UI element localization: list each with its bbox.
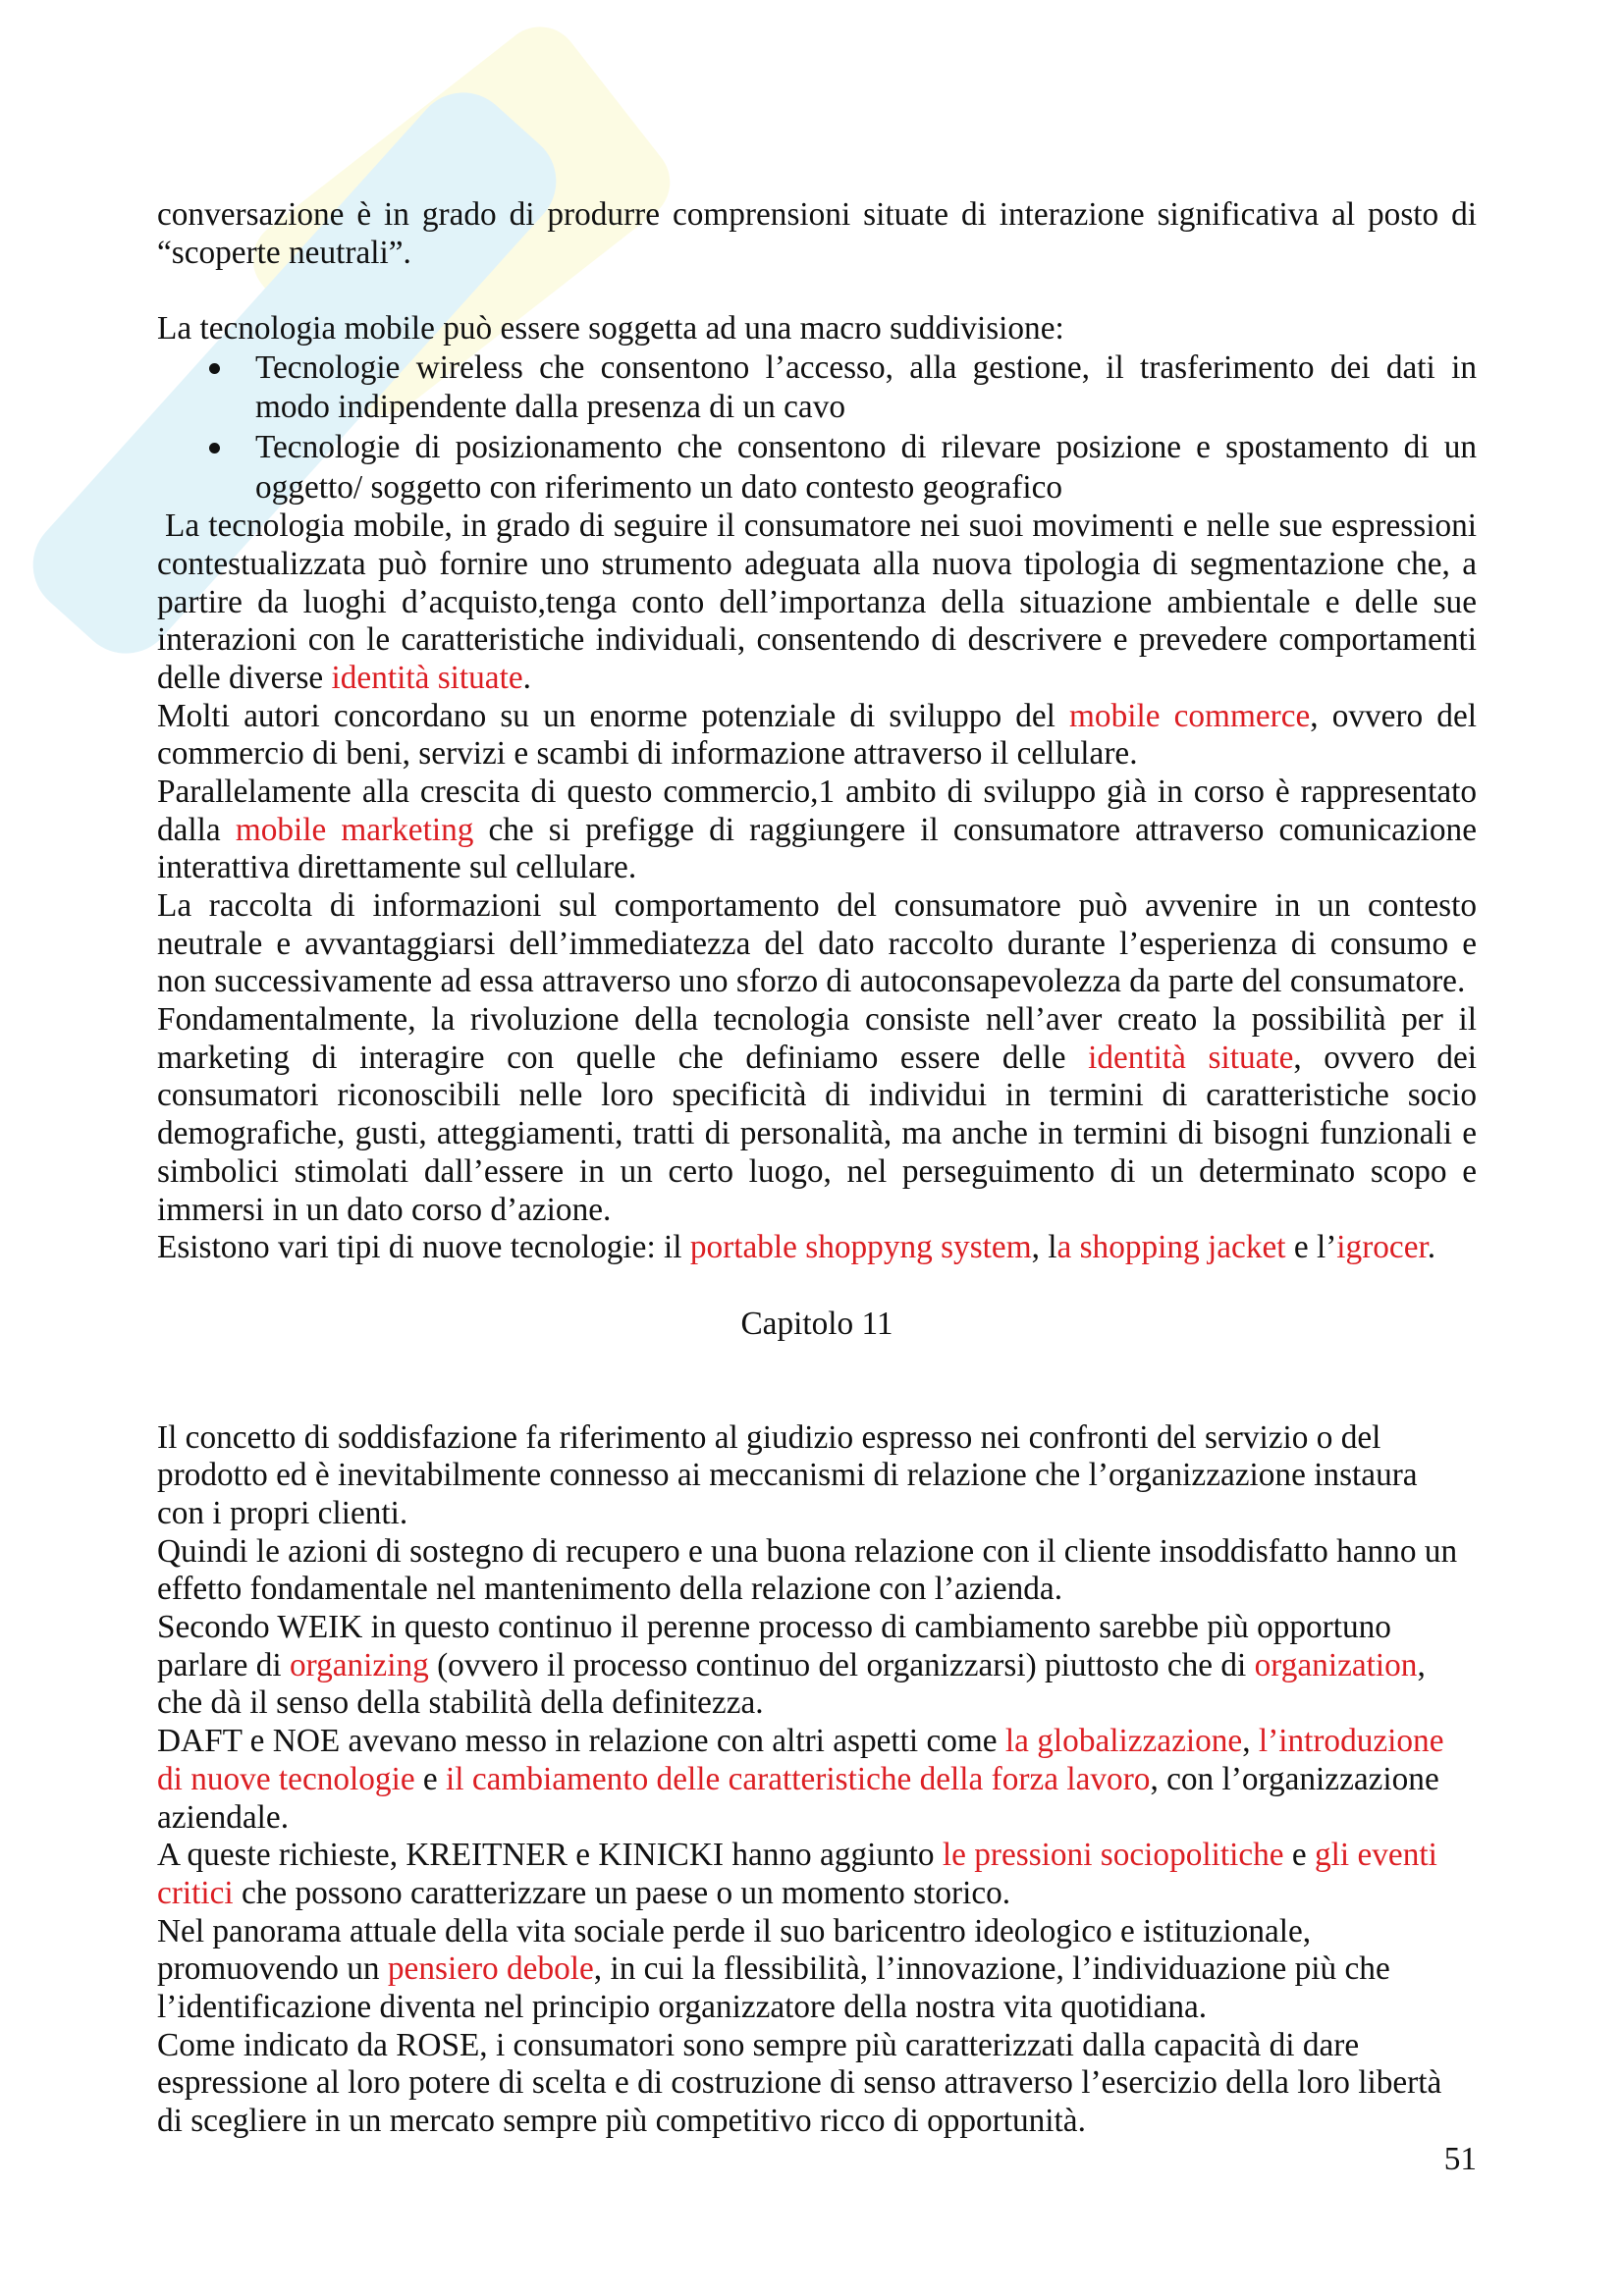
text-line (157, 1837, 1477, 1875)
text-segment: , (1242, 1723, 1259, 1760)
text-line (157, 698, 1477, 736)
text-segment: A queste richieste, KREITNER e KINICKI hanno aggiunto (157, 1837, 943, 1874)
text-line: che dà il senso della stabilità della definitezza. (157, 1684, 764, 1722)
text-line: La tecnologia mobile, in grado di seguire il consumatore nei suoi movimenti e nelle sue espressioni (165, 507, 1477, 545)
text-segment: Esistono vari tipi di nuove tecnologie: il (157, 1229, 690, 1266)
text-line: Quindi le azioni di sostegno di recupero e una buona relazione con il cliente insoddisfatto hanno un (157, 1532, 1458, 1570)
text-line: Come indicato da ROSE, i consumatori sono sempre più caratterizzati dalla capacità di dare (157, 2026, 1360, 2063)
paragraph (157, 698, 1477, 774)
highlighted-term: le pressioni sociopolitiche (942, 1837, 1284, 1874)
text-segment: , l (1031, 1229, 1057, 1266)
highlighted-term: organization (1254, 1646, 1418, 1683)
text-line (157, 1950, 1477, 1989)
highlighted-term: pensiero debole (387, 1950, 594, 1988)
text-line (157, 660, 1477, 698)
text-segment: Molti autori concordano su un enorme potenziale di sviluppo del (157, 697, 1070, 734)
text-segment: . (1427, 1229, 1436, 1266)
highlighted-term: il cambiamento delle caratteristiche della forza lavoro (446, 1760, 1151, 1797)
text-line: l’identificazione diventa nel principio organizzatore della nostra vita quotidiana. (157, 1988, 1208, 2025)
text-segment: delle diverse (157, 659, 332, 696)
text-line: Il concetto di soddisfazione fa riferimento al giudizio espresso nei confronti del servizio o del (157, 1418, 1381, 1456)
bullet-item (157, 348, 1477, 428)
text-segment: , ovvero del (1310, 697, 1477, 734)
text-segment: , (1417, 1646, 1426, 1683)
text-line (157, 348, 1477, 389)
blank-line (157, 1343, 1477, 1381)
text-line: La raccolta di informazioni sul comportamento del consumatore può avvenire in un contesto (157, 887, 1477, 924)
text-line (157, 1647, 1477, 1685)
text-line: immersi in un dato corso d’azione. (157, 1191, 612, 1228)
text-line: La tecnologia mobile può essere soggetta ad una macro suddivisione: (157, 310, 1064, 347)
paragraph (157, 774, 1477, 887)
text-line (157, 1875, 1477, 1913)
text-line: Secondo WEIK in questo continuo il perenne processo di cambiamento sarebbe più opportuno (157, 1609, 1391, 1646)
paragraph (157, 1609, 1477, 1723)
highlighted-term: critici (157, 1874, 234, 1911)
chapter-heading: Capitolo 11 (740, 1305, 893, 1342)
paragraph (157, 1913, 1477, 2027)
blank-line (157, 1267, 1477, 1306)
text-line: Fondamentalmente, la rivoluzione della tecnologia consiste nell’aver creato la possibilità per il (157, 1001, 1477, 1039)
highlighted-term: gli eventi (1315, 1837, 1437, 1874)
text-line: di scegliere in un mercato sempre più competitivo ricco di opportunità. (157, 2103, 1086, 2139)
bullet-icon (209, 363, 220, 374)
highlighted-term: mobile commerce (1069, 697, 1311, 734)
highlighted-term: mobile marketing (235, 811, 474, 848)
paragraph (157, 507, 1477, 697)
text-line (157, 1040, 1477, 1078)
text-line (157, 1761, 1477, 1799)
text-line: Nel panorama attuale della vita sociale perde il suo baricentro ideologico e istituzionale, (157, 1912, 1312, 1949)
paragraph (157, 887, 1477, 1001)
text-segment: DAFT e NOE avevano messo in relazione con altri aspetti come (157, 1723, 1005, 1760)
text-segment: parlare di (157, 1646, 290, 1683)
text-line: non successivamente ad essa attraverso uno sforzo di autoconsapevolezza da parte del consumatore. (157, 963, 1466, 1000)
text-segment: e l’ (1285, 1229, 1337, 1266)
text-line: contestualizzata può fornire uno strumento adeguata alla nuova tipologia di segmentazione che, a (157, 545, 1477, 582)
text-segment: . (522, 659, 531, 696)
highlighted-term: l’introduzione (1258, 1723, 1444, 1760)
text-line: demografiche, gusti, atteggiamenti, tratti di personalità, ma anche in termini di bisogni funzionali e (157, 1115, 1477, 1152)
paragraph (157, 1837, 1477, 1912)
page-number: 51 (1443, 2140, 1477, 2177)
text-line: consumatori riconoscibili nelle loro specificità di individui in termini di caratteristiche socio (157, 1077, 1477, 1114)
text-line: interazioni con le caratteristiche individuali, consentendo di descrivere e prevedere comportamenti (157, 621, 1477, 659)
bullet-icon (209, 443, 220, 454)
text-column (157, 196, 1477, 2178)
text-line: conversazione è in grado di produrre comprensioni situate di interazione significativa al posto di (157, 196, 1477, 233)
paragraph (157, 2027, 1477, 2141)
text-line (157, 428, 1477, 468)
highlighted-term: igrocer (1336, 1229, 1428, 1266)
text-segment: che si prefigge di raggiungere il consumatore attraverso comunicazione (473, 811, 1477, 848)
text-segment: (ovvero il processo continuo del organizzarsi) piuttosto che di (428, 1646, 1255, 1683)
paragraph (157, 1419, 1477, 1533)
highlighted-term: a shopping jacket (1056, 1229, 1286, 1266)
text-line: con i propri clienti. (157, 1495, 408, 1531)
highlighted-term: portable shoppyng system (689, 1229, 1032, 1266)
text-segment: che possono caratterizzare un paese o un momento storico. (233, 1874, 1011, 1911)
highlighted-term: la globalizzazione (1004, 1723, 1243, 1760)
highlighted-term: identità situate (1088, 1039, 1294, 1076)
text-segment: , con l’organizzazione (1150, 1760, 1439, 1797)
text-line: aziendale. (157, 1798, 290, 1836)
text-line: modo indipendente dalla presenza di un cavo (255, 389, 845, 426)
paragraph (157, 1001, 1477, 1229)
highlighted-term: organizing (289, 1646, 429, 1683)
text-segment: e (414, 1760, 447, 1797)
paragraph (157, 196, 1477, 272)
text-segment: , in cui la flessibilità, l’innovazione, l’individuazione più che (593, 1950, 1390, 1988)
text-line: oggetto/ soggetto con riferimento un dato contesto geografico (255, 468, 1063, 506)
text-line: neutrale e avvantaggiarsi dell’immediatezza del dato raccolto durante l’esperienza di consumo e (157, 925, 1477, 962)
text-line (157, 812, 1477, 850)
text-segment: , ovvero dei (1293, 1039, 1477, 1076)
paragraph (157, 1533, 1477, 1609)
text-line: partire da luoghi d’acquisto,tenga conto dell’importanza della situazione ambientale e delle sue (157, 583, 1477, 620)
text-line: espressione al loro potere di scelta e di costruzione di senso attraverso l’esercizio della loro libertà (157, 2064, 1442, 2102)
text-segment: Tecnologie wireless che consentono l’accesso, alla gestione, il trasferimento dei dati in (255, 348, 1477, 386)
text-segment: promuovendo un (157, 1950, 388, 1988)
text-line: Parallelamente alla crescita di questo commercio,1 ambito di sviluppo già in corso è rappresentato (157, 773, 1477, 810)
text-line: interattiva direttamente sul cellulare. (157, 849, 637, 886)
bullet-list (157, 348, 1477, 507)
paragraph (157, 310, 1477, 348)
bullet-item (157, 428, 1477, 507)
text-line (157, 1723, 1477, 1761)
blank-line (157, 272, 1477, 310)
text-line: simbolici stimolati dall’essere in un certo luogo, nel perseguimento di un determinato scopo e (157, 1152, 1477, 1190)
text-segment: Tecnologie di posizionamento che consentono di rilevare posizione e spostamento di un (255, 428, 1477, 465)
text-segment: marketing di interagire con quelle che definiamo essere delle (157, 1039, 1089, 1076)
blank-line (157, 1381, 1477, 1419)
paragraph (157, 1229, 1477, 1267)
text-line: prodotto ed è inevitabilmente connesso ai meccanismi di relazione che l’organizzazione instaura (157, 1457, 1418, 1494)
text-line (157, 1229, 1477, 1267)
highlighted-term: identità situate (331, 659, 523, 696)
text-line: “scoperte neutrali”. (157, 234, 411, 271)
text-line: effetto fondamentale nel mantenimento della relazione con l’azienda. (157, 1571, 1063, 1608)
text-segment: e (1283, 1837, 1316, 1874)
text-segment: dalla (157, 811, 236, 848)
text-line: commercio di beni, servizi e scambi di informazione attraverso il cellulare. (157, 735, 1138, 773)
paragraph (157, 1723, 1477, 1837)
highlighted-term: di nuove tecnologie (157, 1760, 415, 1797)
